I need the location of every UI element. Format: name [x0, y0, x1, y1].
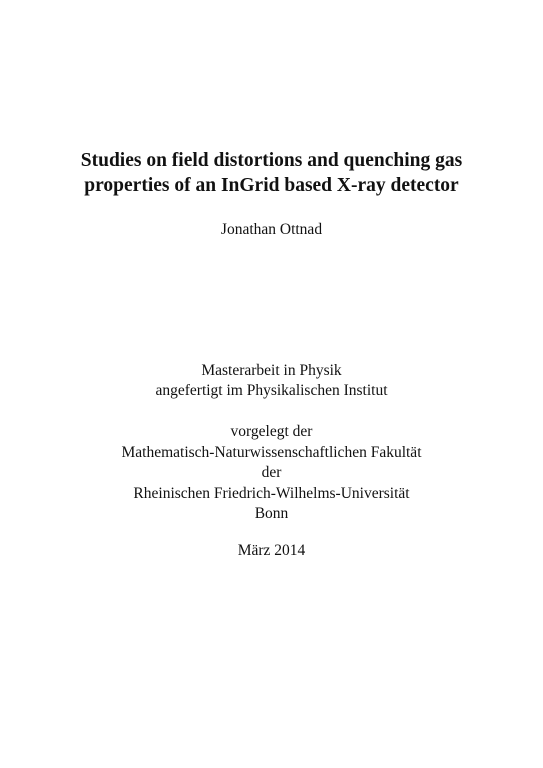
faculty-name: Mathematisch-Naturwissenschaftlichen Fakultät	[121, 443, 422, 461]
submission-date: März 2014	[237, 542, 306, 559]
thesis-institute: angefertigt im Physikalischen Institut	[155, 382, 388, 399]
thesis-type: Masterarbeit in Physik	[201, 362, 342, 379]
city-name: Bonn	[254, 505, 289, 522]
author-name: Jonathan Ottnad	[220, 221, 323, 238]
submission-info	[0, 422, 543, 525]
thesis-description	[0, 361, 543, 401]
submission-line-3: der	[261, 464, 282, 481]
thesis-title	[0, 148, 543, 198]
thesis-title-line-2: properties of an InGrid based X-ray detector	[84, 175, 459, 196]
university-name: Rheinischen Friedrich-Wilhelms-Universität	[133, 484, 410, 502]
submission-line-1: vorgelegt der	[230, 423, 313, 440]
thesis-title-line-1: Studies on field distortions and quenching gas	[80, 150, 463, 171]
